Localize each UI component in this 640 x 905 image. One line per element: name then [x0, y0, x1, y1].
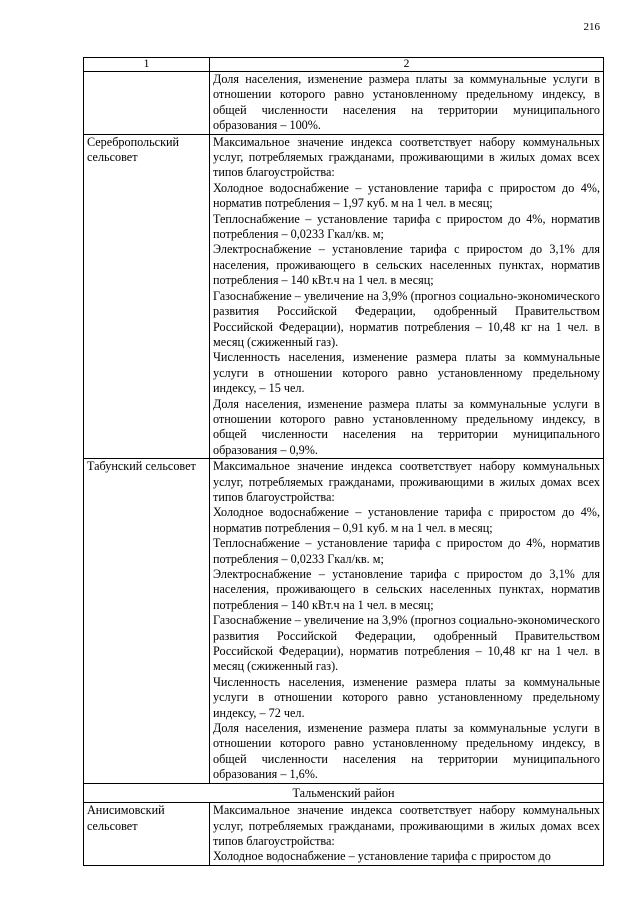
page-number: 216	[583, 21, 600, 33]
municipality-name	[84, 72, 210, 135]
paragraph: Доля населения, изменение размера платы за коммунальные услуги в отношении которого равно установленному предельному индексу, в общей численности населения на территории муниципального образования – 100%.	[213, 72, 600, 133]
municipality-name: Серебропольский сельсовет	[84, 134, 210, 459]
table-row-serebropolsky	[84, 134, 604, 459]
table-row-anisimovsky	[84, 803, 604, 866]
paragraph: Доля населения, изменение размера платы за коммунальные услуги в отношении которого равно установленному предельному индексу, в общей численности населения на территории муниципального образования – 1,6%.	[213, 721, 600, 782]
section-title: Тальменский район	[84, 783, 604, 802]
paragraph: Теплоснабжение – установление тарифа с приростом до 4%, норматив потребления – 0,0233 Гкал/кв. м;	[213, 536, 600, 566]
paragraph: Холодное водоснабжение – установление тарифа с приростом до 4%, норматив потребления – 1,97 куб. м на 1 чел. в месяц;	[213, 180, 600, 211]
paragraph: Доля населения, изменение размера платы за коммунальные услуги в отношении которого равно установленному предельному индексу, в общей численности населения на территории муниципального образования – 0,9%.	[213, 396, 600, 457]
paragraph: Электроснабжение – установление тарифа с приростом до 3,1% для населения, проживающего в сельских населенных пунктах, норматив потребления – 140 кВт.ч на 1 чел. в месяц;	[213, 567, 600, 612]
paragraph: Газоснабжение – увеличение на 3,9% (прогноз социально-экономического развития Российской Федерации, одобренный Правительством Российской Федерации), норматив потребления – 10,48 кг на 1 чел. в месяц (сжиженный газ).	[213, 613, 600, 674]
section-row	[84, 783, 604, 802]
table-header-row	[84, 58, 604, 72]
paragraph: Электроснабжение – установление тарифа с приростом до 3,1% для населения, проживающего в сельских населенных пунктах, норматив потребления – 140 кВт.ч на 1 чел. в месяц;	[213, 242, 600, 288]
municipal-index-table	[83, 57, 604, 866]
paragraph: Максимальное значение индекса соответствует набору коммунальных услуг, потребляемых гражданами, проживающими в жилых домах всех типов благоустройства:	[213, 459, 600, 504]
table-row-tabunsky	[84, 459, 604, 784]
column-header-1: 1	[84, 58, 210, 72]
paragraph: Численность населения, изменение размера платы за коммунальные услуги в отношении которого равно установленному предельному индексу, – 15 чел.	[213, 350, 600, 396]
row-description	[210, 72, 604, 135]
column-header-2: 2	[210, 58, 604, 72]
paragraph: Теплоснабжение – установление тарифа с приростом до 4%, норматив потребления – 0,0233 Гкал/кв. м;	[213, 211, 600, 242]
row-description	[210, 134, 604, 459]
paragraph: Максимальное значение индекса соответствует набору коммунальных услуг, потребляемых гражданами, проживающими в жилых домах всех типов благоустройства:	[213, 803, 600, 848]
row-description	[210, 459, 604, 784]
municipality-name: Табунский сельсовет	[84, 459, 210, 784]
row-description	[210, 803, 604, 866]
paragraph: Газоснабжение – увеличение на 3,9% (прогноз социально-экономического развития Российской Федерации, одобренный Правительством Российской Федерации), норматив потребления – 10,48 кг на 1 чел. в месяц (сжиженный газ).	[213, 288, 600, 349]
paragraph: Холодное водоснабжение – установление тарифа с приростом до 4%, норматив потребления – 0,91 куб. м на 1 чел. в месяц;	[213, 505, 600, 535]
paragraph: Холодное водоснабжение – установление тарифа с приростом до	[213, 849, 551, 864]
paragraph: Максимальное значение индекса соответствует набору коммунальных услуг, потребляемых гражданами, проживающими в жилых домах всех типов благоустройства:	[213, 134, 600, 180]
paragraph: Численность населения, изменение размера платы за коммунальные услуги в отношении которого равно установленному предельному индексу, – 72 чел.	[213, 674, 600, 720]
table-row-continuation	[84, 72, 604, 135]
municipality-name: Анисимовский сельсовет	[84, 803, 210, 866]
